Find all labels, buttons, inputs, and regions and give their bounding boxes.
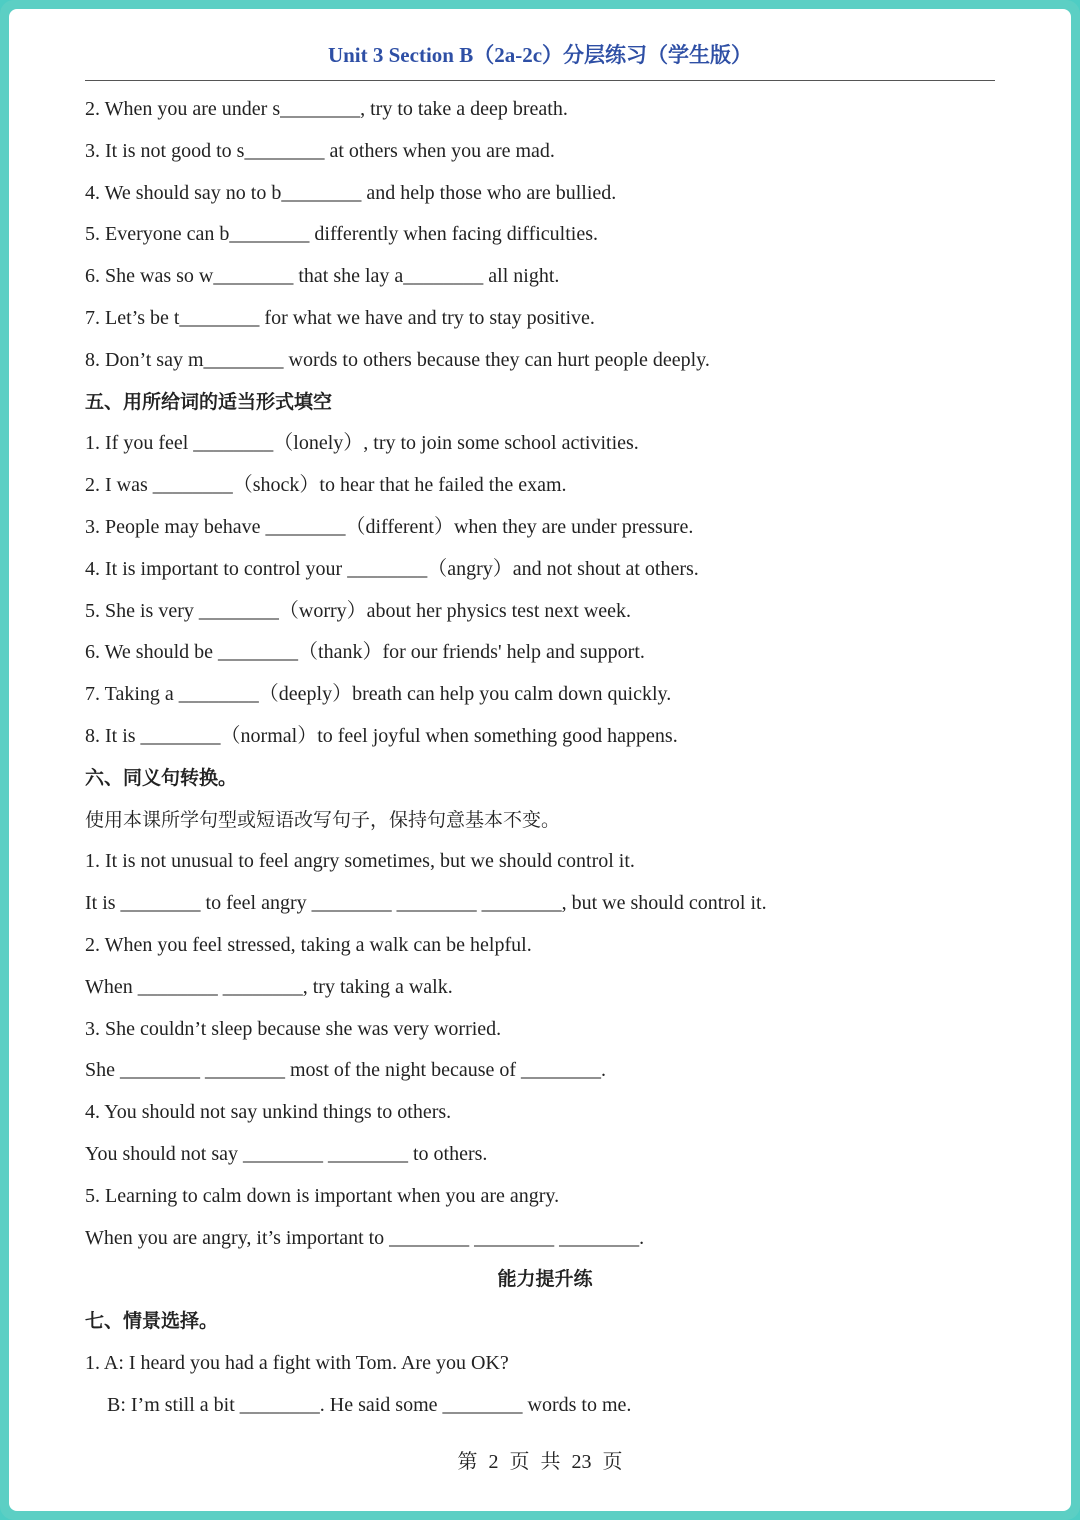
header-rule [85, 80, 995, 81]
exercise-line: When you are angry, it’s important to ________ ________ ________. [85, 1226, 645, 1249]
exercise-line: 6. She was so w________ that she lay a________ all night. [85, 265, 560, 288]
page-header-title: Unit 3 Section B（2a-2c）分层练习（学生版） [327, 43, 753, 67]
exercise-line: B: I’m still a bit ________. He said some ________ words to me. [107, 1393, 632, 1416]
exercise-line: 4. It is important to control your ________（angry）and not shout at others. [85, 557, 699, 580]
exercise-line: 3. She couldn’t sleep because she was very worried. [85, 1017, 502, 1040]
exercise-line: 6. We should be ________（thank）for our friends' help and support. [85, 641, 645, 664]
page-number: 第 2 页 共 23 页 [457, 1451, 623, 1473]
section-heading: 五、用所给词的适当形式填空 [85, 390, 333, 413]
exercise-line: 1. A: I heard you had a fight with Tom. Are you OK? [85, 1351, 509, 1374]
exercise-line: When ________ ________, try taking a walk. [85, 975, 453, 998]
exercise-line: 2. When you are under s________, try to take a deep breath. [85, 98, 568, 120]
section-heading: 七、情景选择。 [85, 1310, 219, 1333]
section-heading: 六、同义句转换。 [85, 766, 238, 789]
exercise-line: 2. I was ________（shock）to hear that he failed the exam. [85, 474, 567, 497]
exercise-line: She ________ ________ most of the night because of ________. [85, 1059, 607, 1082]
exercise-line: It is ________ to feel angry ________ ________ ________, but we should control it. [85, 892, 767, 915]
exercise-line: 5. She is very ________（worry）about her physics test next week. [85, 599, 632, 622]
exercise-line: 8. Don’t say m________ words to others because they can hurt people deeply. [85, 348, 710, 371]
exercise-line: 7. Taking a ________（deeply）breath can help you calm down quickly. [85, 683, 672, 706]
exercise-line: 5. Learning to calm down is important when you are angry. [85, 1184, 560, 1207]
exercise-line: 7. Let’s be t________ for what we have and try to stay positive. [85, 306, 595, 329]
section-title-center: 能力提升练 [497, 1268, 593, 1291]
document-page [9, 9, 1071, 1511]
instruction-text: 使用本课所学句型或短语改写句子，保持句意基本不变。 [85, 808, 561, 831]
exercise-line: 2. When you feel stressed, taking a walk can be helpful. [85, 933, 532, 956]
exercise-line: 3. People may behave ________（different）when they are under pressure. [85, 515, 694, 538]
exercise-content [85, 89, 1005, 1427]
exercise-line: 5. Everyone can b________ differently when facing difficulties. [85, 223, 598, 246]
exercise-line: 4. We should say no to b________ and help those who are bullied. [85, 181, 617, 204]
exercise-line: 8. It is ________（normal）to feel joyful when something good happens. [85, 724, 678, 747]
exercise-line: 4. You should not say unkind things to others. [85, 1101, 452, 1124]
exercise-line: 1. It is not unusual to feel angry sometimes, but we should control it. [85, 850, 635, 873]
exercise-line: 3. It is not good to s________ at others when you are mad. [85, 139, 555, 162]
exercise-line: 1. If you feel ________（lonely）, try to join some school activities. [85, 432, 639, 455]
exercise-line: You should not say ________ ________ to others. [85, 1142, 488, 1165]
